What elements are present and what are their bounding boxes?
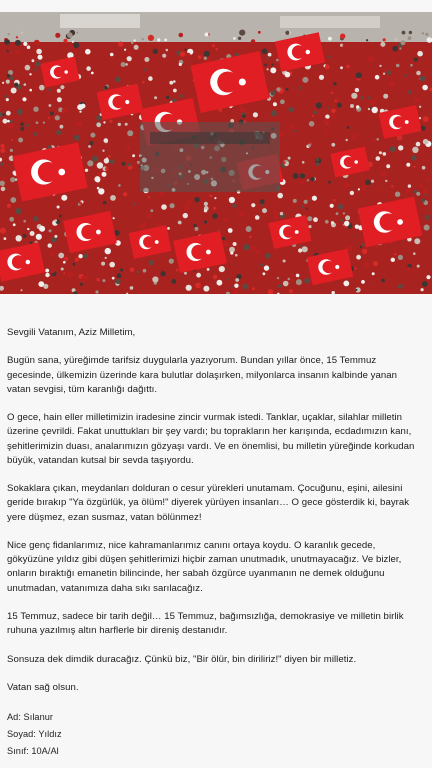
letter-paragraph: Sokaklara çıkan, meydanları dolduran o cesur yürekleri unutamam. Çocuğunu, eşini, ailesini geride bırakıp "Ya özgürlük, ya ölüm!" diyerek yürüyen insanları… O gece gösterdik ki, bayrak yere düşmez, ezan susmaz, vatan bölünmez! <box>7 483 410 523</box>
signature-class: Sınıf: 10A/Al <box>7 746 59 757</box>
letter-body <box>7 326 422 760</box>
letter-paragraph: 15 Temmuz, sadece bir tarih değil… 15 Temmuz, bağımsızlığa, demokrasiye ve milletin birlik ruhuna yazılmış altın harflerle bir direniş destanıdır. <box>7 610 404 637</box>
hero-photo <box>0 12 432 294</box>
letter-paragraph: O gece, hain eller milletimizin iradesine zincir vurmak istedi. Tanklar, uçaklar, silahlar milletin üzerine çevrildi. Fakat unuttukları bir şey vardı; bu toprakların her karışında, ecdadımızın kanı, şehitlerimizin duası, analarımızın gözyaşı vardı. Ve en önemlisi, bu milletin yüreğinde korkudan büyük, vatandan kutsal bir sevda taşıyordu. <box>7 412 415 466</box>
letter-paragraph: Nice genç fidanlarımız, nice kahramanlarımız canını ortaya koydu. O karanlık gecede, gökyüzüne yıldız gibi düşen şehitlerimizi hiçbir zaman unutmadık, unutmayacağız. Ve bizler, onların bıraktığı emanetin bilincinde, her sabah özgürce uyanmanın ne demek olduğunu unutmadan, vatanımıza daha sıkı sarılacağız. <box>7 539 402 594</box>
crowd-flags-illustration <box>0 12 432 294</box>
letter-closing: Vatan sağ olsun. <box>7 681 79 693</box>
letter-paragraph: Sonsuza dek dimdik duracağız. Çünkü biz, "Bir ölür, bin diriliriz!" diyen bir milletiz. <box>7 653 357 665</box>
signature-name: Ad: Sılanur <box>7 712 54 723</box>
signature-surname: Soyad: Yıldız <box>7 729 62 740</box>
letter-paragraph: Bugün sana, yüreğimde tarifsiz duygularla yazıyorum. Bundan yıllar önce, 15 Temmuz gecesinde, ülkemizin üzerinde kara bulutlar dolaşırken, milyonlarca insanın kalbinde yanan vatan sevgisi, tüm karanlığı dağıttı. <box>7 355 398 395</box>
letter-greeting: Sevgili Vatanım, Aziz Milletim, <box>7 327 136 338</box>
signature-block <box>7 709 422 760</box>
